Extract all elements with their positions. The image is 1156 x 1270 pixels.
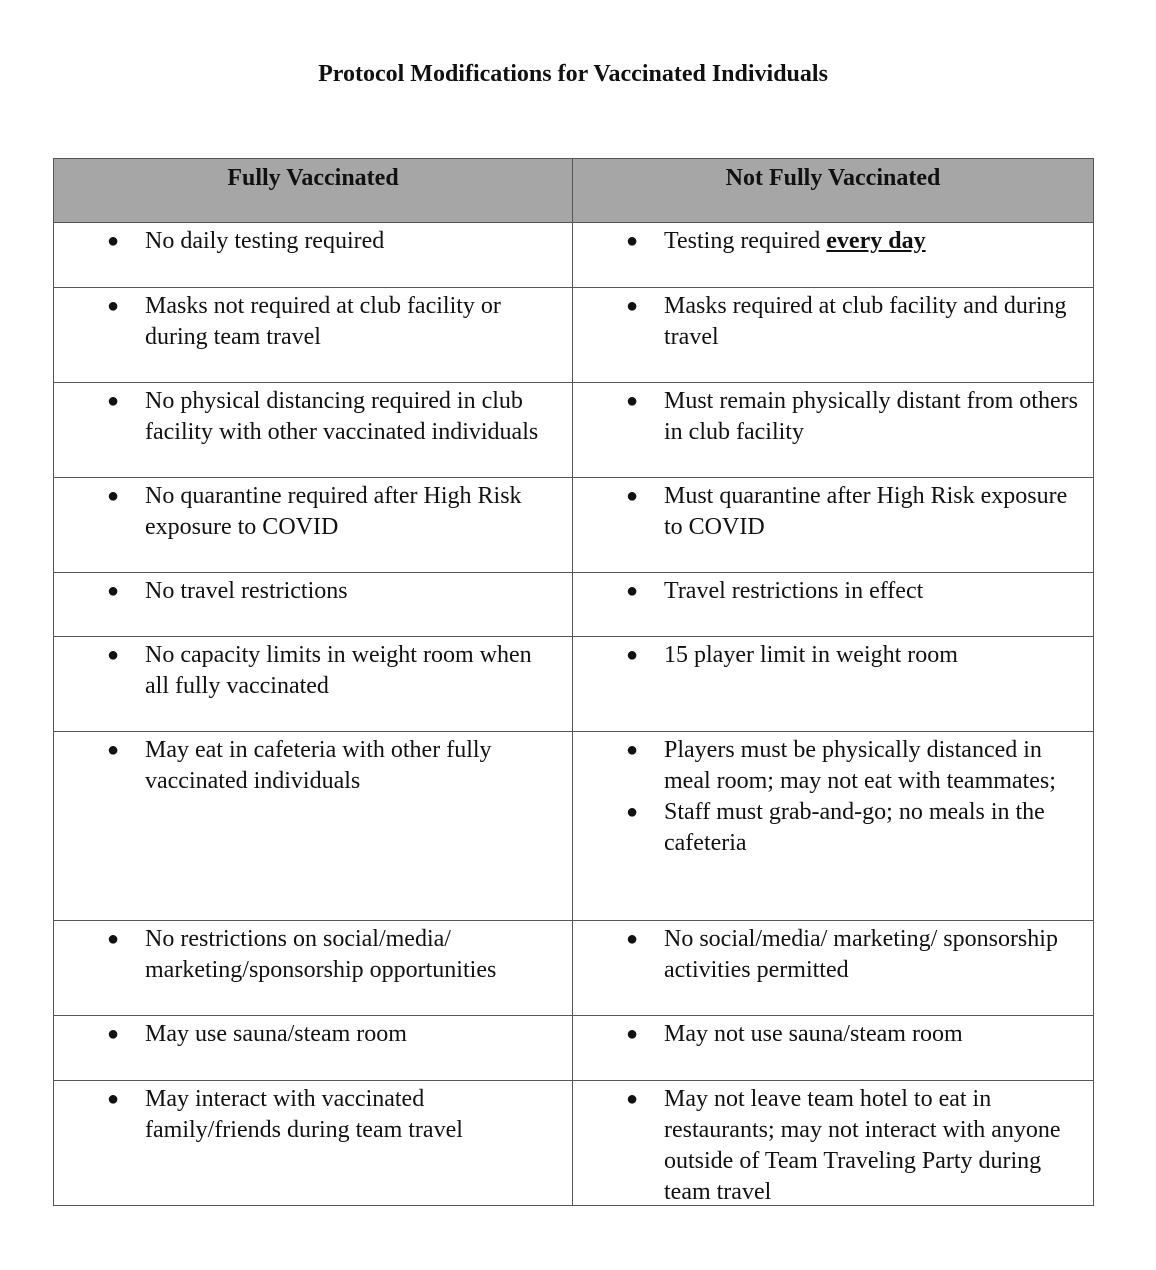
fully-vaccinated-cell: [54, 383, 573, 477]
table-row: [54, 920, 1093, 1015]
not-fully-vaccinated-cell: [573, 637, 1093, 731]
fully-vaccinated-cell: [54, 573, 573, 636]
bullet-icon: ●: [626, 1088, 639, 1110]
fully-vaccinated-cell: [54, 288, 573, 382]
not-fully-vaccinated-cell: [573, 288, 1093, 382]
list-item: ● No social/media/ marketing/ sponsorship activities permitted: [626, 926, 1058, 983]
table-row: [54, 477, 1093, 572]
bullet-icon: ●: [626, 801, 639, 823]
header-not-fully-vaccinated: Not Fully Vaccinated: [725, 165, 941, 191]
fully-vaccinated-cell: [54, 1081, 573, 1205]
table-row: [54, 731, 1093, 920]
not-fully-vaccinated-cell: [573, 1016, 1093, 1080]
not-fully-vaccinated-cell: [573, 223, 1093, 287]
bullet-icon: ●: [626, 390, 639, 412]
not-fully-vaccinated-cell: [573, 732, 1093, 920]
bullet-icon: ●: [107, 928, 120, 950]
list-item: ● Players must be physically distanced in meal room; may not eat with teammates;: [626, 737, 1056, 794]
bullet-icon: ●: [107, 644, 120, 666]
bullet-icon: ●: [107, 485, 120, 507]
list-item: ● No travel restrictions: [54, 576, 572, 607]
fully-vaccinated-cell: [54, 732, 573, 920]
not-fully-vaccinated-cell: [573, 383, 1093, 477]
list-item: ● No restrictions on social/media/ marketing/sponsorship opportunities: [107, 926, 497, 983]
bullet-icon: ●: [626, 230, 639, 252]
bullet-icon: ●: [107, 1088, 120, 1110]
list-item: ● No daily testing required: [54, 226, 572, 257]
bullet-icon: ●: [626, 1023, 639, 1045]
list-item: ● Must remain physically distant from others in club facility: [626, 388, 1078, 445]
not-fully-vaccinated-cell: [573, 478, 1093, 572]
table-row: [54, 1080, 1093, 1205]
table-row: [54, 222, 1093, 287]
list-item: ● Masks not required at club facility or during team travel: [107, 293, 501, 350]
fully-vaccinated-cell: [54, 223, 573, 287]
list-item: ● May use sauna/steam room: [54, 1019, 572, 1050]
list-item: ● May interact with vaccinated family/friends during team travel: [107, 1086, 463, 1143]
list-item: ● May not leave team hotel to eat in restaurants; may not interact with anyone outside of Team Traveling Party during team travel: [626, 1086, 1061, 1205]
bullet-icon: ●: [107, 1023, 120, 1045]
bullet-icon: ●: [107, 580, 120, 602]
fully-vaccinated-cell: [54, 637, 573, 731]
list-item: ● May eat in cafeteria with other fully vaccinated individuals: [107, 737, 492, 794]
table-row: [54, 572, 1093, 636]
bullet-icon: ●: [107, 295, 120, 317]
emphasis-text: every day: [826, 228, 926, 254]
protocol-table: [53, 158, 1094, 1206]
list-item: ● May not use sauna/steam room: [573, 1019, 1093, 1050]
bullet-icon: ●: [626, 580, 639, 602]
fully-vaccinated-cell: [54, 1016, 573, 1080]
table-row: [54, 382, 1093, 477]
fully-vaccinated-cell: [54, 478, 573, 572]
bullet-icon: ●: [626, 644, 639, 666]
list-item: ● Testing required every day: [573, 226, 1093, 257]
list-item: ● Staff must grab-and-go; no meals in the cafeteria: [626, 799, 1045, 856]
header-fully-vaccinated: Fully Vaccinated: [54, 159, 573, 222]
list-item: ● No capacity limits in weight room when all fully vaccinated: [107, 642, 532, 699]
bullet-icon: ●: [626, 928, 639, 950]
list-item: ● 15 player limit in weight room: [573, 640, 1093, 671]
bullet-icon: ●: [626, 295, 639, 317]
not-fully-vaccinated-cell: [573, 573, 1093, 636]
bullet-icon: ●: [107, 390, 120, 412]
list-item: ● Masks required at club facility and during travel: [626, 293, 1067, 350]
bullet-icon: ●: [626, 739, 639, 761]
fully-vaccinated-cell: [54, 921, 573, 1015]
table-row: [54, 1015, 1093, 1080]
page-title: Protocol Modifications for Vaccinated Individuals: [318, 61, 828, 87]
not-fully-vaccinated-cell: [573, 1081, 1093, 1205]
bullet-icon: ●: [626, 485, 639, 507]
list-item: ● Travel restrictions in effect: [573, 576, 1093, 607]
bullet-icon: ●: [107, 230, 120, 252]
list-item: ● No quarantine required after High Risk exposure to COVID: [107, 483, 522, 540]
not-fully-vaccinated-cell: [573, 921, 1093, 1015]
bullet-icon: ●: [107, 739, 120, 761]
table-header-row: [54, 159, 1093, 222]
list-item: ● No physical distancing required in club facility with other vaccinated individuals: [107, 388, 539, 445]
list-item: ● Must quarantine after High Risk exposure to COVID: [626, 483, 1068, 540]
table-row: [54, 287, 1093, 382]
table-row: [54, 636, 1093, 731]
